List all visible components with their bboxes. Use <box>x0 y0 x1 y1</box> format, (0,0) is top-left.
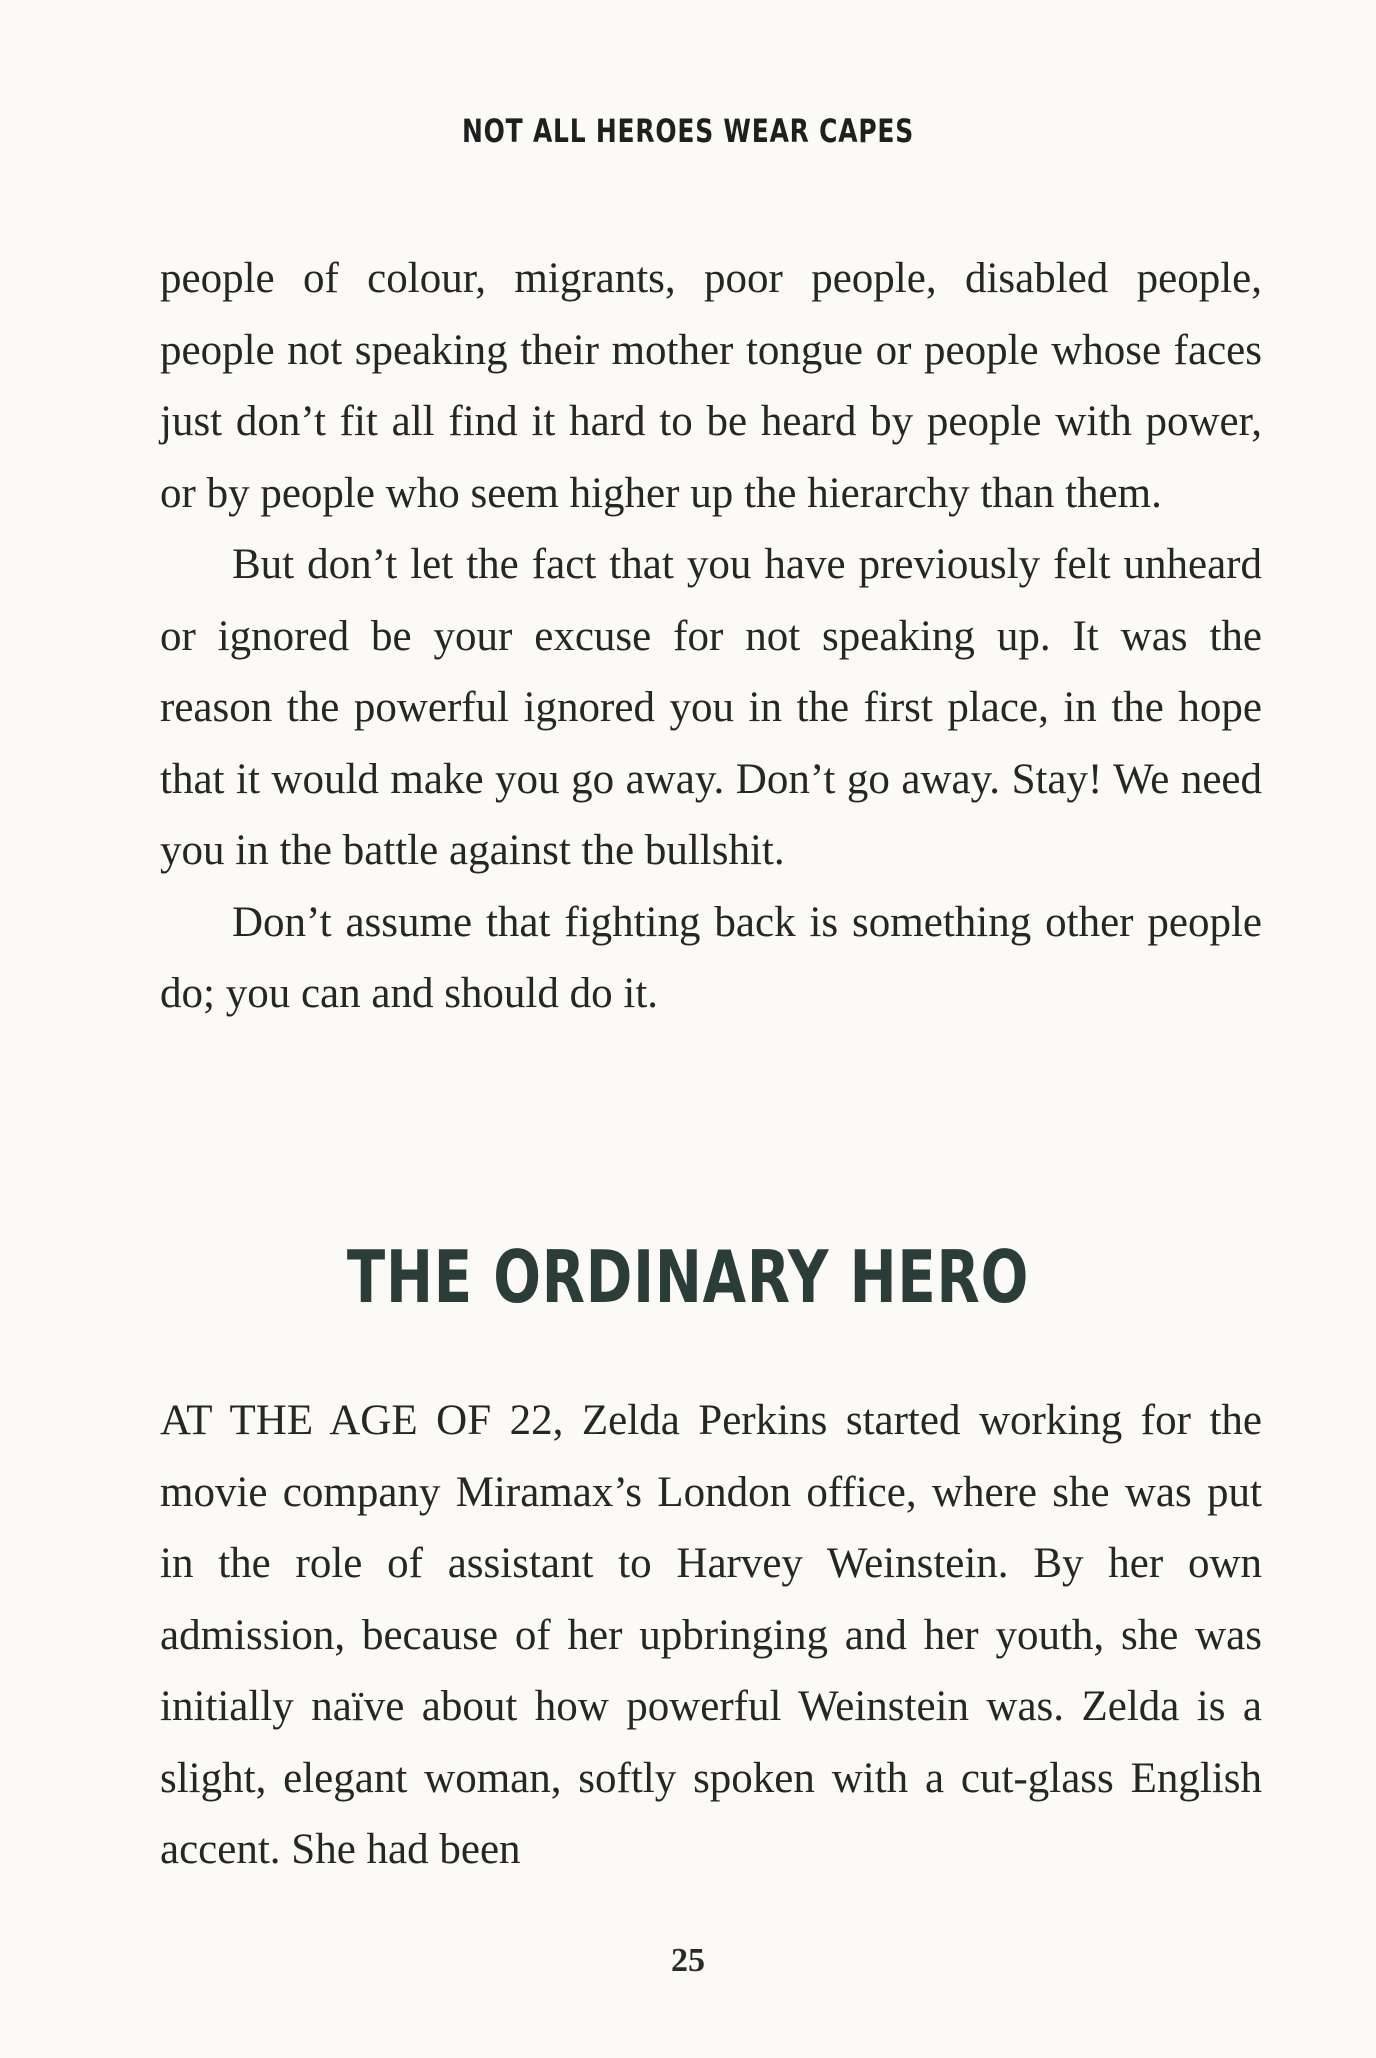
section-heading: THE ORDINARY HERO <box>346 1235 1030 1319</box>
body-text-bottom <box>160 1385 1262 1886</box>
paragraph: Don’t assume that fighting back is something other people do; you can and should do it. <box>160 898 1262 1017</box>
page-number: 25 <box>671 1942 705 1979</box>
paragraph: people of colour, migrants, poor people, disabled people, people not speaking their mother tongue or people whose faces just don’t fit all find it hard to be heard by people with power, or by people who seem higher up the hierarchy than them. <box>160 255 1262 517</box>
paragraph: But don’t let the fact that you have previously felt unheard or ignored be your excuse for not speaking up. It was the reason the powerful ignored you in the first place, in the hope that it would make you go away. Don’t go away. Stay! We need you in the battle against the bullshit. <box>160 541 1262 874</box>
running-head: NOT ALL HEROES WEAR CAPES <box>461 112 914 150</box>
body-text-top <box>160 243 1262 1030</box>
paragraph: AT THE AGE OF 22, Zelda Perkins started working for the movie company Miramax’s London office, where she was put in the role of assistant to Harvey Weinstein. By her own admission, because of her upbringing and her youth, she was initially naïve about how powerful Weinstein was. Zelda is a slight, elegant woman, softly spoken with a cut-glass English accent. She had been <box>160 1397 1262 1873</box>
